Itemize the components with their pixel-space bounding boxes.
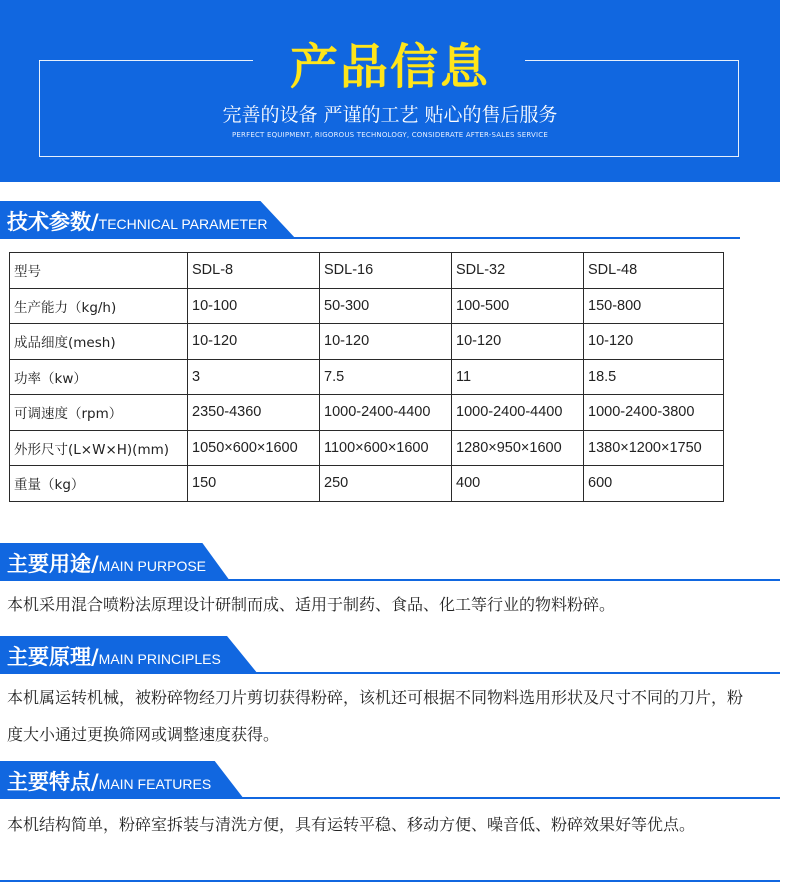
- section-underline: [0, 797, 780, 799]
- table-cell: 1000-2400-4400: [452, 395, 584, 431]
- table-row-label: 功率（kw）: [10, 359, 188, 395]
- banner-title: 产品信息: [289, 39, 490, 95]
- table-cell: 150: [188, 466, 320, 502]
- section-title-en: MAIN PRINCIPLES: [98, 651, 221, 667]
- table-row: [10, 324, 724, 360]
- table-row-label: 成品细度(mesh): [10, 324, 188, 360]
- section-underline: [0, 672, 780, 674]
- table-cell: 250: [320, 466, 452, 502]
- section-underline: [0, 579, 780, 581]
- table-cell: 7.5: [320, 359, 452, 395]
- parameter-table-wrap: [9, 252, 724, 502]
- table-cell: 11: [452, 359, 584, 395]
- table-cell: 10-120: [320, 324, 452, 360]
- table-row: [10, 466, 724, 502]
- table-row: [10, 395, 724, 431]
- table-cell: 10-100: [188, 288, 320, 324]
- table-cell: 150-800: [584, 288, 724, 324]
- product-info-banner: [0, 0, 780, 182]
- parameter-table: [9, 252, 724, 502]
- section-title-cn: 主要原理/: [7, 645, 99, 669]
- section-title-cn: 主要特点/: [7, 770, 99, 794]
- purpose-text: 本机采用混合喷粉法原理设计研制而成、适用于制药、食品、化工等行业的物料粉碎。: [7, 595, 616, 614]
- table-cell: 1000-2400-4400: [320, 395, 452, 431]
- table-cell: 600: [584, 466, 724, 502]
- bottom-divider: [0, 880, 780, 882]
- table-cell: 1280×950×1600: [452, 430, 584, 466]
- table-cell: 10-120: [584, 324, 724, 360]
- table-cell: 3: [188, 359, 320, 395]
- table-row-label: 重量（kg）: [10, 466, 188, 502]
- table-cell: 2350-4360: [188, 395, 320, 431]
- table-cell: 50-300: [320, 288, 452, 324]
- table-cell: SDL-8: [188, 253, 320, 289]
- table-row: [10, 253, 724, 289]
- table-cell: 1380×1200×1750: [584, 430, 724, 466]
- table-row-label: 可调速度（rpm）: [10, 395, 188, 431]
- section-title-cn: 主要用途/: [7, 552, 99, 576]
- table-cell: SDL-48: [584, 253, 724, 289]
- section-title-en: TECHNICAL PARAMETER: [98, 216, 268, 232]
- table-cell: 100-500: [452, 288, 584, 324]
- table-row-label: 生产能力（kg/h): [10, 288, 188, 324]
- table-cell: SDL-32: [452, 253, 584, 289]
- table-row-label: 外形尺寸(L×W×H)(mm): [10, 430, 188, 466]
- table-row: [10, 430, 724, 466]
- table-cell: 1000-2400-3800: [584, 395, 724, 431]
- table-cell: 400: [452, 466, 584, 502]
- features-text: 本机结构简单，粉碎室拆装与清洗方便，具有运转平稳、移动方便、噪音低、粉碎效果好等优点。: [7, 815, 696, 834]
- section-title-en: MAIN FEATURES: [98, 776, 212, 792]
- principles-text: 本机属运转机械，被粉碎物经刀片剪切获得粉碎，该机还可根据不同物料选用形状及尺寸不同的刀片，粉度大小通过更换筛网或调整速度获得。: [7, 688, 744, 744]
- table-row: [10, 359, 724, 395]
- banner-subtitle-en: PERFECT EQUIPMENT, RIGOROUS TECHNOLOGY, CONSIDERATE AFTER-SALES SERVICE: [232, 131, 548, 139]
- banner-subtitle: 完善的设备 严谨的工艺 贴心的售后服务: [222, 104, 558, 126]
- section-underline: [0, 237, 740, 239]
- table-cell: 18.5: [584, 359, 724, 395]
- table-row: [10, 288, 724, 324]
- section-title-en: MAIN PURPOSE: [98, 558, 207, 574]
- table-cell: 10-120: [188, 324, 320, 360]
- table-cell: SDL-16: [320, 253, 452, 289]
- section-title-cn: 技术参数/: [7, 210, 99, 234]
- table-cell: 10-120: [452, 324, 584, 360]
- table-row-label: 型号: [10, 253, 188, 289]
- table-cell: 1050×600×1600: [188, 430, 320, 466]
- table-cell: 1100×600×1600: [320, 430, 452, 466]
- parameter-table-body: [10, 253, 724, 502]
